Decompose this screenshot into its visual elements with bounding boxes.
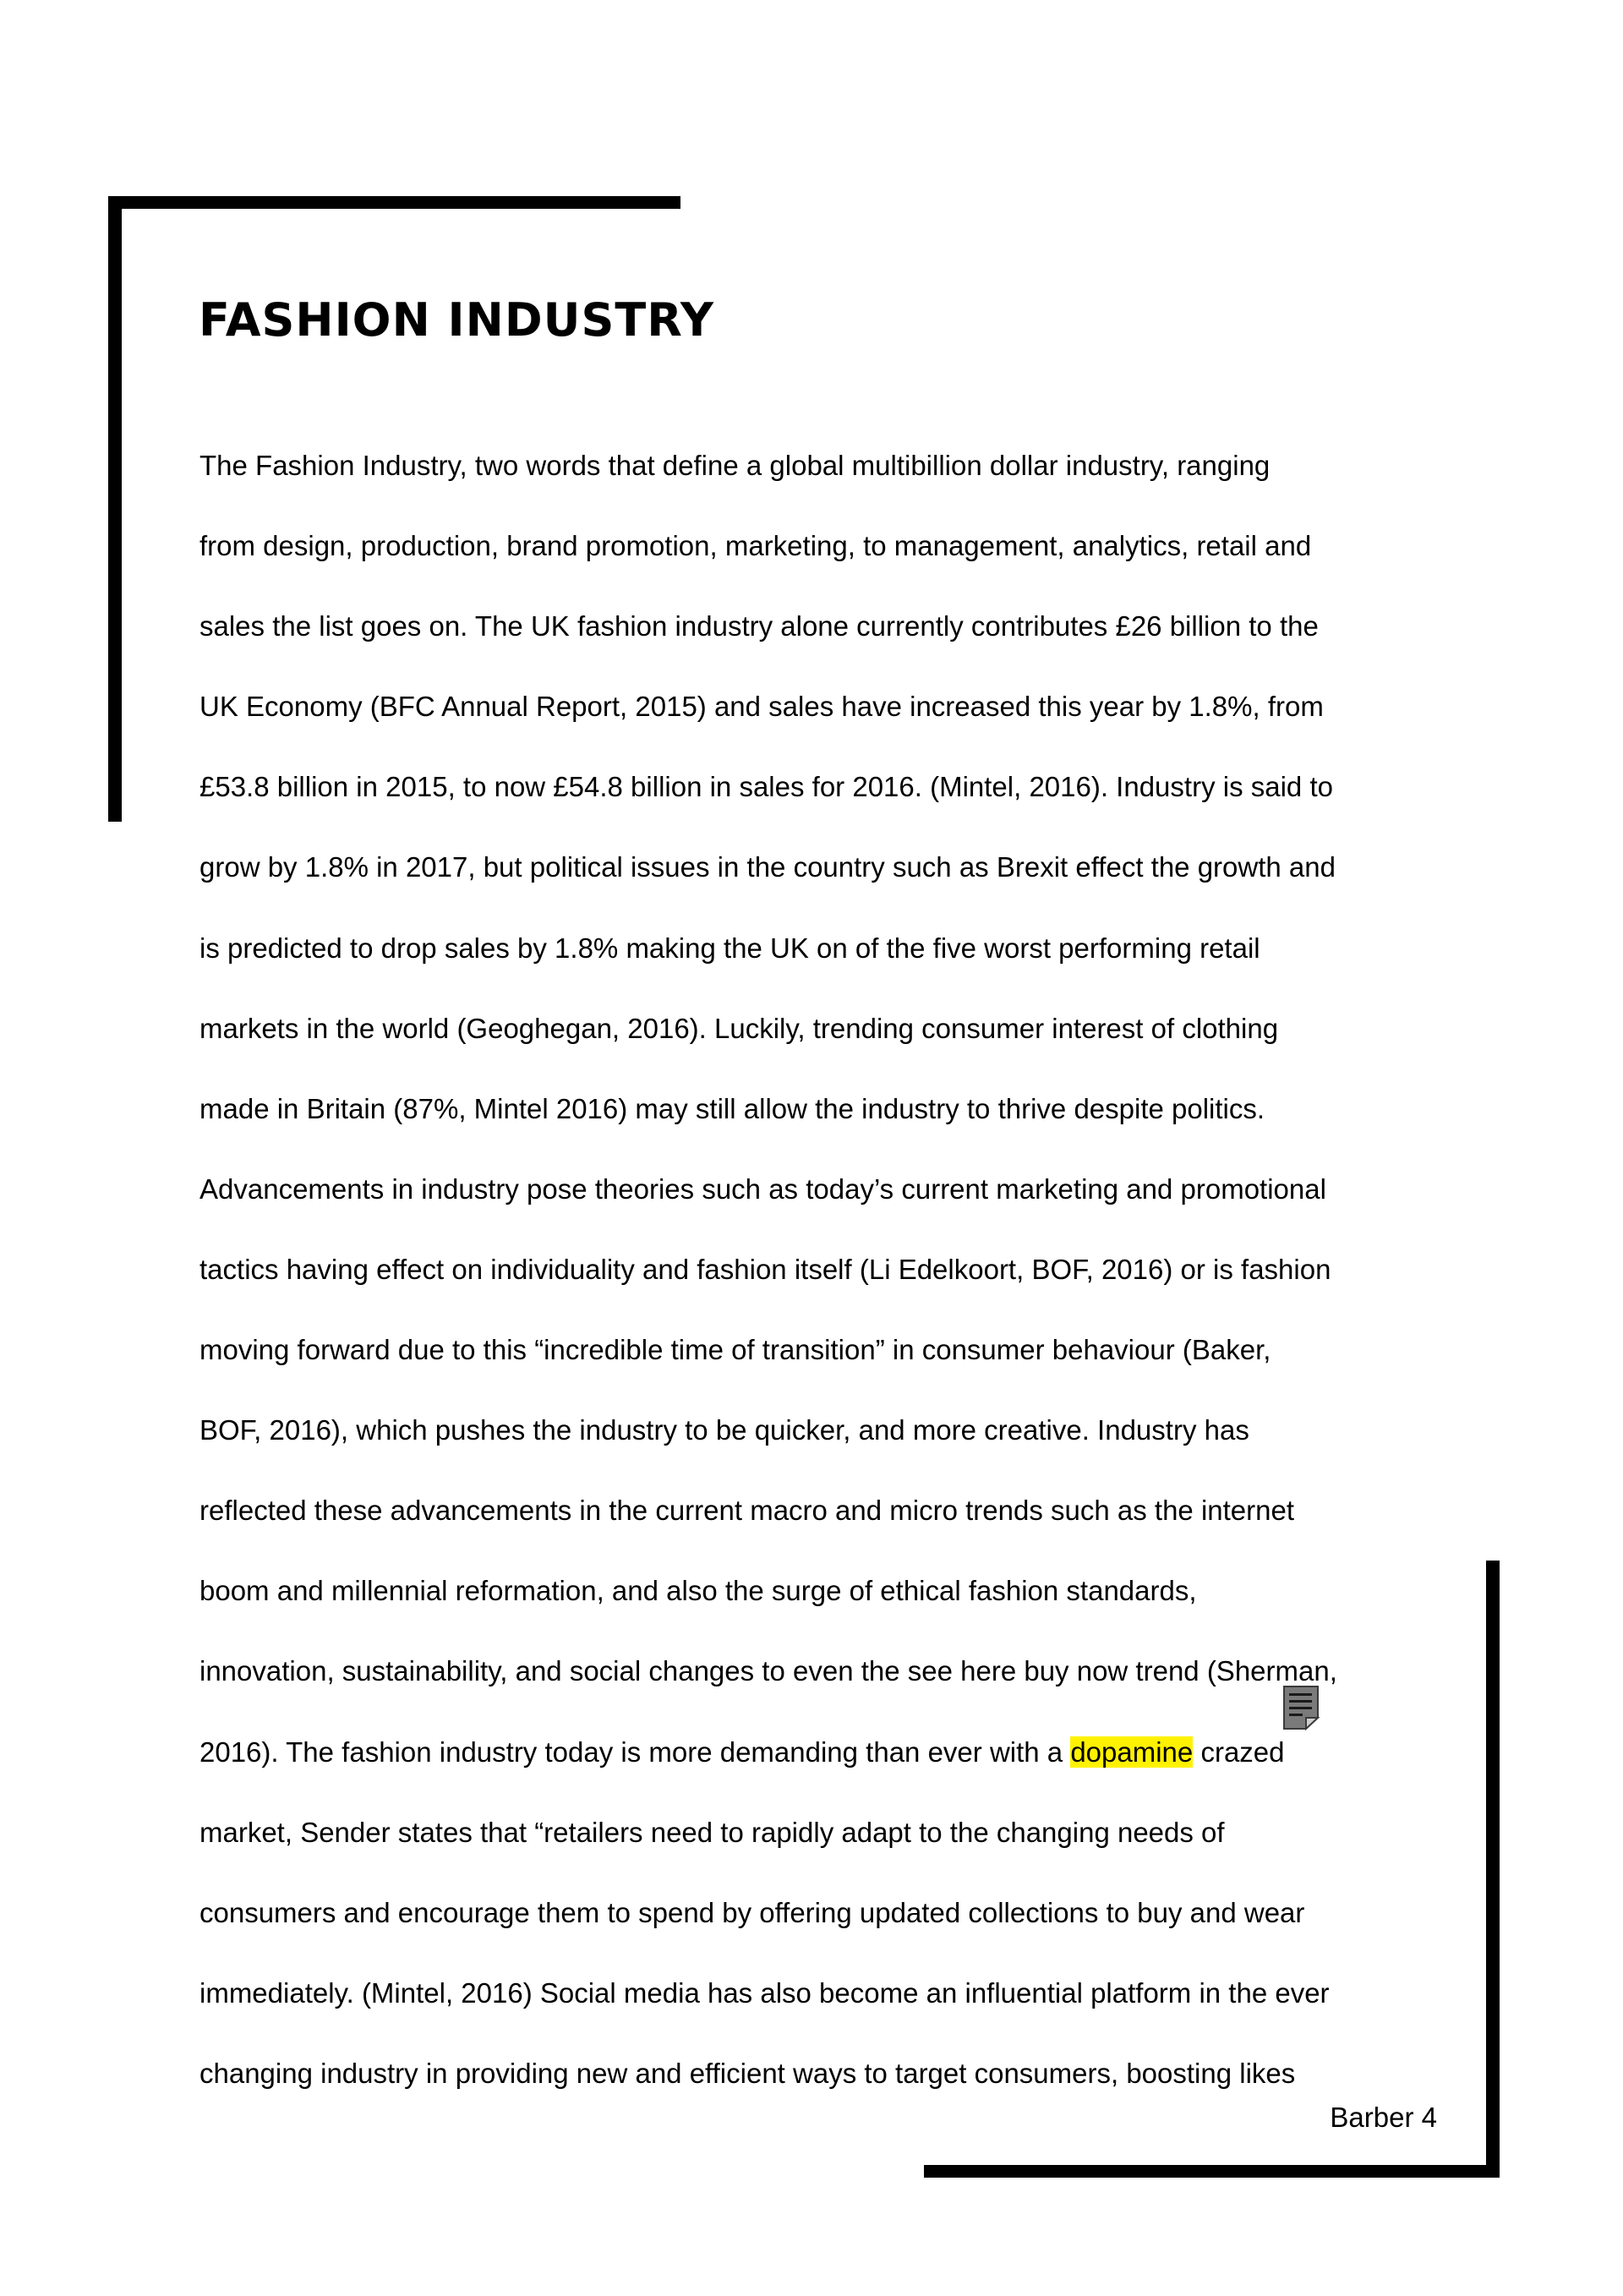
paragraph-line: changing industry in providing new and efficient ways to target consumers, boosting likes — [199, 2057, 1296, 2089]
paragraph-line: tactics having effect on individuality and fashion itself (Li Edelkoort, BOF, 2016) or is fashion — [199, 1253, 1331, 1285]
paragraph-line: BOF, 2016), which pushes the industry to be quicker, and more creative. Industry has — [199, 1414, 1249, 1446]
comment-note-icon[interactable] — [1281, 1684, 1320, 1731]
paragraph-line-with-highlight — [199, 1730, 1451, 1811]
body-paragraph — [199, 444, 1451, 2132]
frame-bar-top-vertical — [108, 196, 122, 822]
paragraph-line: £53.8 billion in 2015, to now £54.8 billion in sales for 2016. (Mintel, 2016). Industry is said to — [199, 771, 1333, 803]
paragraph-line: moving forward due to this “incredible time of transition” in consumer behaviour (Baker, — [199, 1334, 1271, 1366]
frame-bar-top-horizontal — [108, 196, 680, 209]
paragraph-line: consumers and encourage them to spend by offering updated collections to buy and wear — [199, 1896, 1305, 1928]
page-footer: Barber 4 — [1330, 2102, 1437, 2133]
paragraph-line: immediately. (Mintel, 2016) Social media has also become an influential platform in the ever — [199, 1976, 1330, 2009]
paragraph-line: innovation, sustainability, and social changes to even the see here buy now trend (Sherman, — [199, 1655, 1337, 1687]
paragraph-line: UK Economy (BFC Annual Report, 2015) and sales have increased this year by 1.8%, from — [199, 691, 1324, 723]
frame-bar-bottom-horizontal — [924, 2165, 1500, 2178]
paragraph-line: market, Sender states that “retailers need to rapidly adapt to the changing needs of — [199, 1816, 1225, 1848]
paragraph-line: sales the list goes on. The UK fashion industry alone currently contributes £26 billion to the — [199, 610, 1319, 642]
paragraph-line: is predicted to drop sales by 1.8% making the UK on of the five worst performing retail — [199, 932, 1260, 964]
paragraph-line: boom and millennial reformation, and also the surge of ethical fashion standards, — [199, 1575, 1197, 1607]
paragraph-line: The Fashion Industry, two words that define a global multibillion dollar industry, ranging — [199, 450, 1271, 481]
paragraph-line: grow by 1.8% in 2017, but political issues in the country such as Brexit effect the growth and — [199, 851, 1336, 883]
paragraph-line: reflected these advancements in the current macro and micro trends such as the internet — [199, 1495, 1295, 1527]
paragraph-line: from design, production, brand promotion, marketing, to management, analytics, retail and — [199, 530, 1312, 562]
paragraph-line: made in Britain (87%, Mintel 2016) may still allow the industry to thrive despite politics. — [199, 1092, 1265, 1124]
highlight-line-after: crazed — [1193, 1736, 1285, 1768]
highlighted-word[interactable]: dopamine — [1070, 1736, 1194, 1768]
frame-bar-bottom-vertical — [1486, 1561, 1500, 2178]
highlight-line-before: 2016). The fashion industry today is more demanding than ever with a — [199, 1736, 1071, 1768]
page-title: FASHION INDUSTRY — [199, 293, 714, 347]
paragraph-line: Advancements in industry pose theories such as today’s current marketing and promotional — [199, 1173, 1326, 1205]
paragraph-line: markets in the world (Geoghegan, 2016). Luckily, trending consumer interest of clothing — [199, 1012, 1279, 1044]
